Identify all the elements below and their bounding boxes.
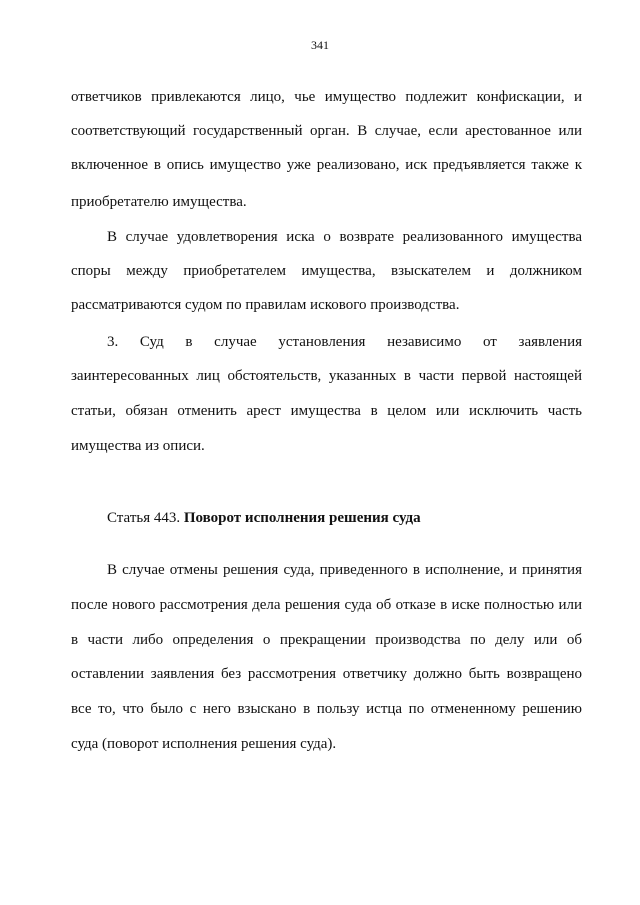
- article-heading: [107, 509, 582, 527]
- text-line: все то, что было с него взыскано в пользу истца по отмененному решению: [71, 701, 582, 717]
- text-line: соответствующий государственный орган. В случае, если арестованное или: [71, 123, 582, 139]
- text-line: статьи, обязан отменить арест имущества в целом или исключить часть: [71, 403, 582, 419]
- text-line: 3. Суд в случае установления независимо от заявления: [107, 334, 582, 350]
- text-line: в части либо определения о прекращении производства по делу или об: [71, 632, 582, 648]
- text-line: В случае удовлетворения иска о возврате реализованного имущества: [107, 229, 582, 245]
- article-title: Поворот исполнения решения суда: [183, 510, 421, 526]
- text-line: оставлении заявления без рассмотрения ответчику должно быть возвращено: [71, 666, 582, 682]
- page-number: 341: [311, 38, 329, 52]
- text-line: заинтересованных лиц обстоятельств, указанных в части первой настоящей: [71, 368, 582, 384]
- text-line: приобретателю имущества.: [71, 194, 247, 210]
- text-line: имущества из описи.: [71, 438, 205, 454]
- text-line: ответчиков привлекаются лицо, чье имущество подлежит конфискации, и: [71, 89, 582, 105]
- text-line: рассматриваются судом по правилам искового производства.: [71, 297, 460, 313]
- article-number: Статья 443.: [107, 510, 181, 526]
- text-line: суда (поворот исполнения решения суда).: [71, 736, 337, 752]
- text-line: включенное в опись имущество уже реализовано, иск предъявляется также к: [71, 157, 582, 173]
- text-line: В случае отмены решения суда, приведенного в исполнение, и принятия: [107, 562, 582, 578]
- text-line: споры между приобретателем имущества, взыскателем и должником: [71, 263, 582, 279]
- text-line: после нового рассмотрения дела решения суда об отказе в иске полностью или: [71, 597, 582, 613]
